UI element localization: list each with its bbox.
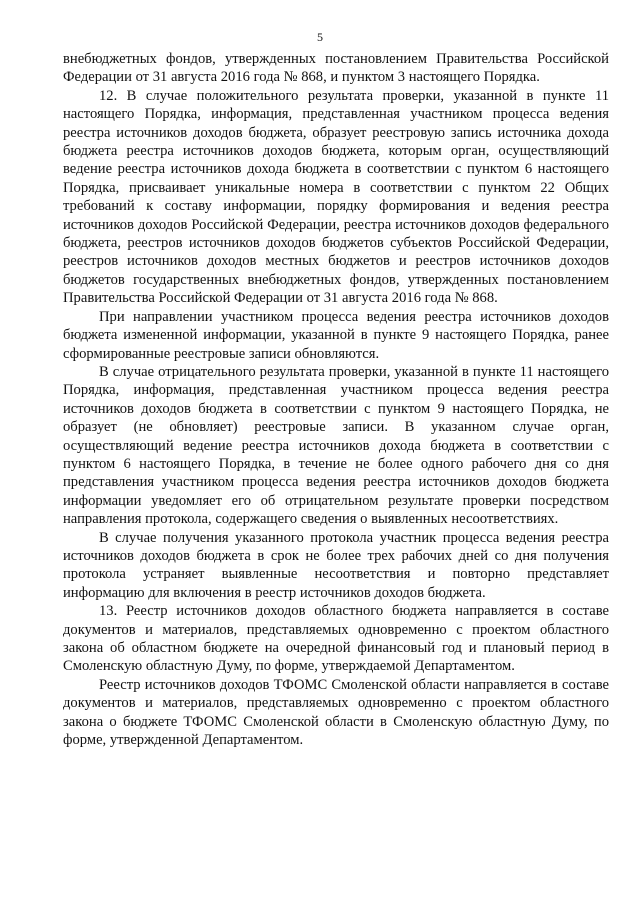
paragraph-protocol-received: В случае получения указанного протокола участник процесса ведения реестра источников доходов бюджета в срок не более трех рабочих дней со дня получения протокола устраняет выявленные несоответствия и повторно представляет информацию для включения в реестр источников доходов бюджета. (63, 529, 609, 601)
document-body (63, 50, 609, 749)
paragraph-item-12: 12. В случае положительного результата проверки, указанной в пункте 11 настоящего Порядка, информация, представленная участником процесса ведения реестра источников доходов бюджета, образует реестровую запись источника дохода бюджета реестра источников доходов бюджета, которым орган, осуществляющий ведение реестра источников дохода бюджета в соответствии с пунктом 6 настоящего Порядка, присваивает уникальные номера в соответствии с пунктом 22 Общих требований к составу информации, порядку формирования и ведения реестра источников доходов Российской Федерации, реестра источников доходов федерального бюджета, реестров источников доходов бюджетов субъектов Российской Федерации, реестров источников доходов местных бюджетов и реестров источников доходов бюджетов государственных внебюджетных фондов, утвержденных постановлением Правительства Российской Федерации от 31 августа 2016 года № 868. (63, 87, 609, 307)
page-number: 5 (317, 30, 323, 44)
paragraph-negative-result: В случае отрицательного результата проверки, указанной в пункте 11 настоящего Порядка, информация, представленная участником процесса ведения реестра источников доходов бюджета в соответствии с пунктом 9 настоящего Порядка, не образует (не обновляет) реестровые записи. В указанном случае орган, осуществляющий ведение реестра источников дохода бюджета в соответствии с пунктом 6 настоящего Порядка, в течение не более одного рабочего дня со дня представления участником процесса ведения реестра источников доходов бюджета информации уведомляет его об отрицательном результате проверки посредством направления протокола, содержащего сведения о выявленных несоответствиях. (63, 363, 609, 528)
paragraph-item-13: 13. Реестр источников доходов областного бюджета направляется в составе документов и материалов, представляемых одновременно с проектом областного закона об областном бюджете на очередной финансовый год и плановый период в Смоленскую областную Думу, по форме, утверждаемой Департаментом. (63, 603, 609, 675)
paragraph-tfoms-registry: Реестр источников доходов ТФОМС Смоленской области направляется в составе документов и материалов, представляемых одновременно с проектом областного закона о бюджете ТФОМС Смоленской области в Смоленскую областную Думу, по форме, утвержденной Департаментом. (63, 676, 609, 749)
paragraph-continuation: внебюджетных фондов, утвержденных постановлением Правительства Российской Федерации от 31 августа 2016 года № 868, и пунктом 3 настоящего Порядка. (63, 51, 609, 86)
paragraph-updated-info: При направлении участником процесса ведения реестра источников доходов бюджета измененной информации, указанной в пункте 9 настоящего Порядка, ранее сформированные реестровые записи обновляются. (63, 308, 609, 362)
